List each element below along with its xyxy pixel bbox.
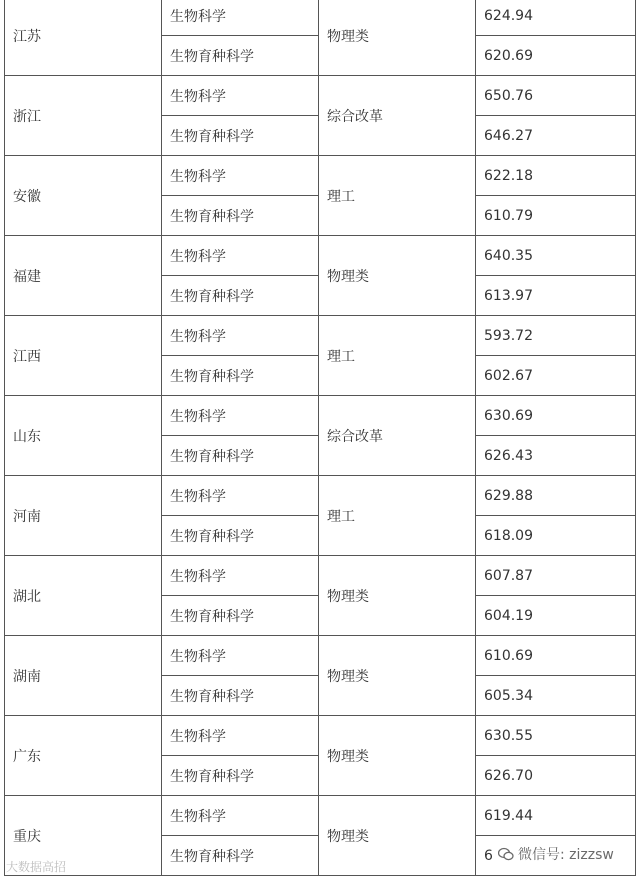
- table-row: [5, 476, 636, 516]
- table-row: [5, 636, 636, 676]
- score-cell: 630.55: [476, 716, 636, 756]
- exam-type-cell: 物理类: [319, 716, 476, 796]
- table-row: [5, 716, 636, 756]
- table-row: [5, 0, 636, 36]
- score-cell: 6: [476, 836, 636, 876]
- province-cell: 河南: [5, 476, 162, 556]
- province-cell: 广东: [5, 716, 162, 796]
- major-cell: 生物育种科学: [162, 516, 319, 556]
- table-row: [5, 76, 636, 116]
- province-cell: 浙江: [5, 76, 162, 156]
- exam-type-cell: 综合改革: [319, 396, 476, 476]
- watermark-left: [6, 858, 66, 875]
- major-cell: 生物育种科学: [162, 596, 319, 636]
- major-cell: 生物科学: [162, 796, 319, 836]
- province-cell: 江西: [5, 316, 162, 396]
- exam-type-cell: 物理类: [319, 0, 476, 76]
- table-row: [5, 796, 636, 836]
- exam-type-cell: 综合改革: [319, 76, 476, 156]
- major-cell: 生物科学: [162, 236, 319, 276]
- province-cell: 湖南: [5, 636, 162, 716]
- watermark-left-text: 大数据高招: [6, 860, 67, 874]
- score-cell: 626.43: [476, 436, 636, 476]
- score-table-body: [5, 0, 636, 876]
- score-cell: 610.69: [476, 636, 636, 676]
- score-cell: 629.88: [476, 476, 636, 516]
- score-table: [4, 0, 636, 876]
- watermark-right: [494, 843, 618, 865]
- province-cell: 湖北: [5, 556, 162, 636]
- score-cell: 613.97: [476, 276, 636, 316]
- major-cell: 生物育种科学: [162, 116, 319, 156]
- watermark-right-text: 微信号: zizzsw: [518, 847, 614, 863]
- exam-type-cell: 理工: [319, 156, 476, 236]
- province-cell: 江苏: [5, 0, 162, 76]
- major-cell: 生物科学: [162, 156, 319, 196]
- table-row: [5, 156, 636, 196]
- score-cell: 624.94: [476, 0, 636, 36]
- exam-type-cell: 理工: [319, 476, 476, 556]
- major-cell: 生物科学: [162, 396, 319, 436]
- major-cell: 生物科学: [162, 76, 319, 116]
- score-cell: 620.69: [476, 36, 636, 76]
- major-cell: 生物科学: [162, 716, 319, 756]
- score-cell: 604.19: [476, 596, 636, 636]
- wechat-icon: [498, 847, 514, 861]
- score-cell: 593.72: [476, 316, 636, 356]
- score-cell: 646.27: [476, 116, 636, 156]
- table-row: [5, 236, 636, 276]
- major-cell: 生物育种科学: [162, 196, 319, 236]
- major-cell: 生物科学: [162, 556, 319, 596]
- score-cell: 618.09: [476, 516, 636, 556]
- major-cell: 生物科学: [162, 636, 319, 676]
- major-cell: 生物育种科学: [162, 436, 319, 476]
- exam-type-cell: 物理类: [319, 796, 476, 876]
- score-cell: 619.44: [476, 796, 636, 836]
- major-cell: 生物育种科学: [162, 836, 319, 876]
- major-cell: 生物育种科学: [162, 676, 319, 716]
- score-cell: 626.70: [476, 756, 636, 796]
- exam-type-cell: 物理类: [319, 236, 476, 316]
- province-cell: 山东: [5, 396, 162, 476]
- province-cell: 福建: [5, 236, 162, 316]
- table-row: [5, 396, 636, 436]
- major-cell: 生物育种科学: [162, 36, 319, 76]
- score-cell: 650.76: [476, 76, 636, 116]
- score-cell: 602.67: [476, 356, 636, 396]
- score-cell: 640.35: [476, 236, 636, 276]
- table-row: [5, 556, 636, 596]
- exam-type-cell: 理工: [319, 316, 476, 396]
- major-cell: 生物科学: [162, 476, 319, 516]
- score-cell: 630.69: [476, 396, 636, 436]
- score-cell: 622.18: [476, 156, 636, 196]
- province-cell: 重庆: [5, 796, 162, 876]
- score-cell: 610.79: [476, 196, 636, 236]
- exam-type-cell: 物理类: [319, 636, 476, 716]
- major-cell: 生物育种科学: [162, 756, 319, 796]
- exam-type-cell: 物理类: [319, 556, 476, 636]
- table-row: [5, 316, 636, 356]
- major-cell: 生物科学: [162, 0, 319, 36]
- province-cell: 安徽: [5, 156, 162, 236]
- score-cell: 607.87: [476, 556, 636, 596]
- major-cell: 生物育种科学: [162, 356, 319, 396]
- major-cell: 生物育种科学: [162, 276, 319, 316]
- score-cell: 605.34: [476, 676, 636, 716]
- major-cell: 生物科学: [162, 316, 319, 356]
